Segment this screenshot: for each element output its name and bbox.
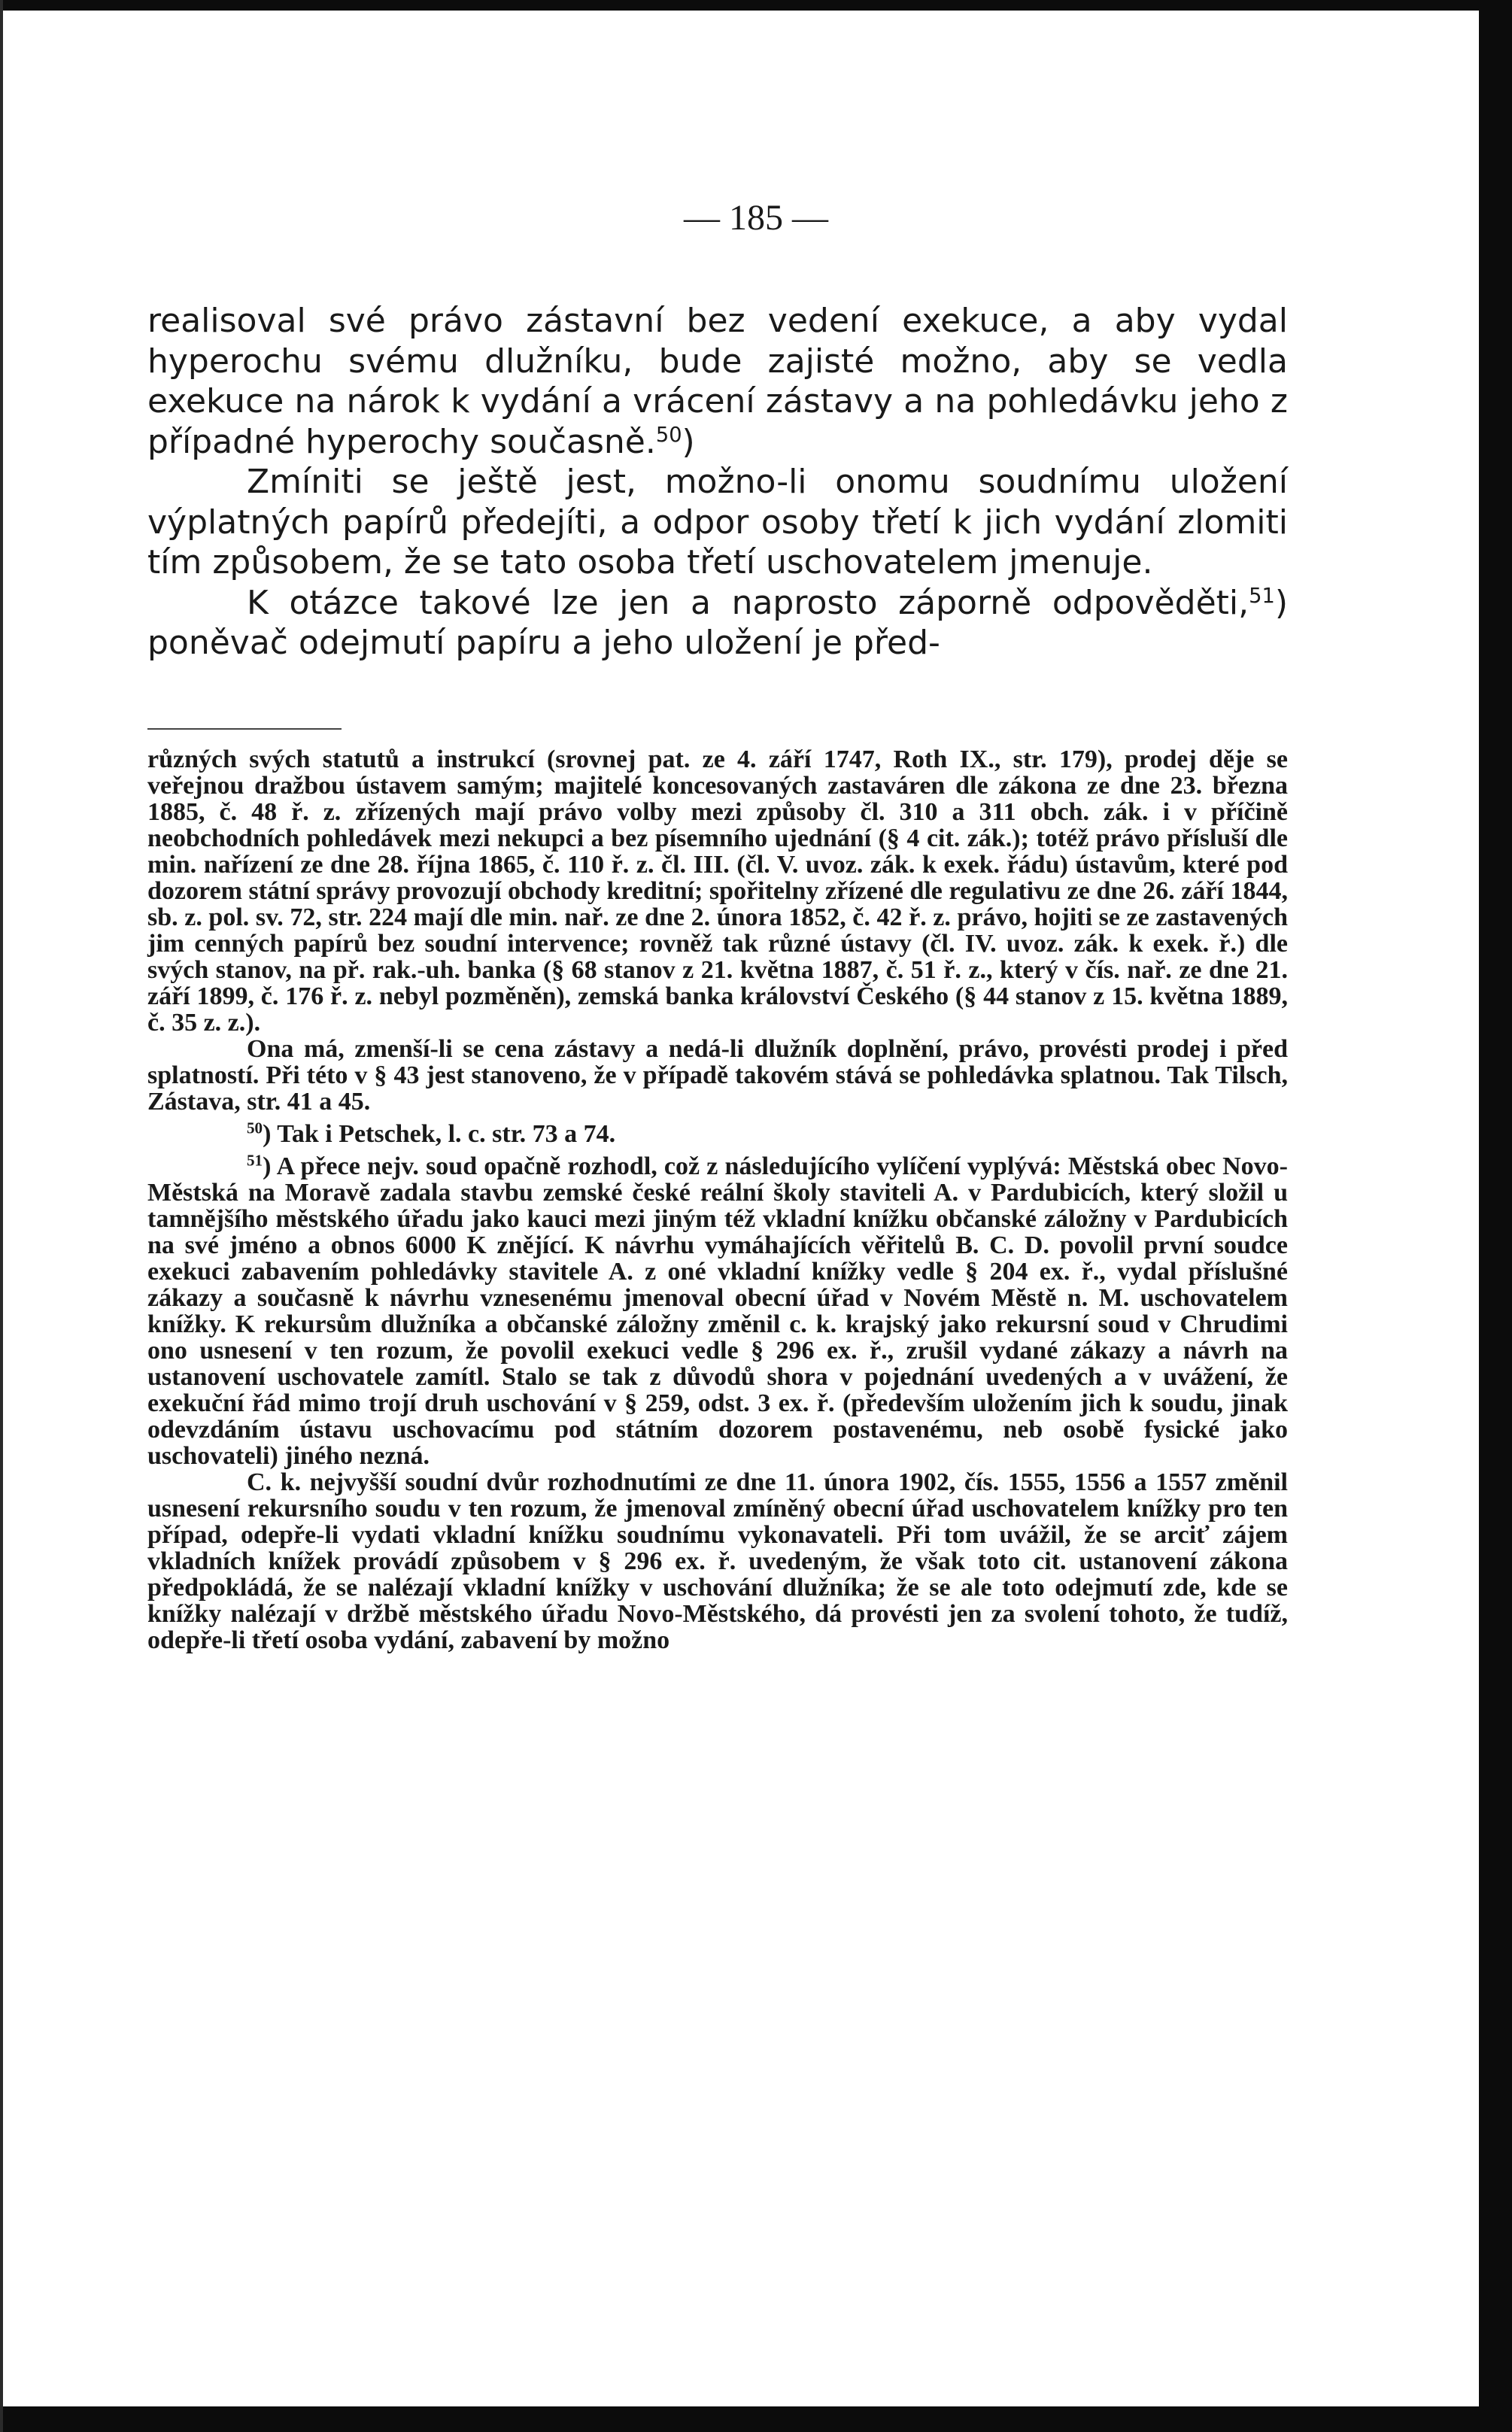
main-body-text xyxy=(147,301,1288,663)
body-paragraph-3 xyxy=(147,583,1288,663)
scan-border-right xyxy=(1479,0,1512,2432)
footnote-divider xyxy=(147,728,342,730)
footnote-ref-50: 50 xyxy=(655,423,682,447)
body-paragraph-3-start: K otázce takové lze jen a naprosto záporně odpověděti, xyxy=(247,583,1249,622)
footnotes-section xyxy=(147,746,1288,1653)
scan-border-top xyxy=(0,0,1512,11)
scan-border-bottom xyxy=(0,2406,1512,2432)
footnote-51 xyxy=(147,1153,1288,1469)
body-paragraph-1 xyxy=(147,301,1288,462)
footnote-51-para-2: C. k. nejvyšší soudní dvůr rozhodnutími ze dne 11. února 1902, čís. 1555, 1556 a 1557 změnil usnesení rekursního soudu v ten rozum, že jmenoval zmíněný obecní úřad uschovatelem knížky pro ten případ, odepře-li vydati vkladní knížku soudnímu vykonavateli. Při tom uvážil, že se arciť zájem vkladních knížek provádí způsobem v § 296 ex. ř. uvedeným, že však toto cit. ustanovení zákona předpokládá, že se nalézají vkladní knížky v uschování dlužníka; že se ale toto odejmutí zde, kde se knížky nalézají v držbě městského úřadu Novo-Městského, dá provésti jen za svolení tohoto, že tudíž, odepře-li třetí osoba vydání, zabavení by možno xyxy=(147,1468,1288,1654)
footnote-continuation-para-2: Ona má, zmenší-li se cena zástavy a nedá-li dlužník doplnění, právo, provésti prodej i před splatností. Při této v § 43 jest stanoveno, že v případě takovém stává se pohledávka splatnou. Tak Tilsch, Zástava, str. 41 a 45. xyxy=(147,1035,1288,1116)
body-paragraph-2: Zmíniti se ještě jest, možno-li onomu soudnímu uložení výplatných papírů předejíti, a odpor osoby třetí k jich vydání zlomiti tím způsobem, že se tato osoba třetí uschovatelem jmenuje. xyxy=(147,463,1288,581)
footnote-50-mark: 50 xyxy=(247,1119,263,1137)
body-paragraph-1-text: realisoval své právo zástavní bez vedení exekuce, a aby vydal hyperochu svému dlužníku, bude zajisté možno, aby se vedla exekuce na nárok k vydání a vrácení zástavy a na pohledávku jeho z případné hyperochy současně. xyxy=(147,302,1288,461)
body-paragraph-3-end: ) poněvač odejmutí papíru a jeho uložení je před- xyxy=(147,583,1288,662)
footnote-ref-51: 51 xyxy=(1249,584,1275,608)
footnote-continuation: různých svých statutů a instrukcí (srovnej pat. ze 4. září 1747, Roth IX., str. 179), prodej děje se veřejnou dražbou ústavem samým; majitelé koncesovaných zastaváren dle zákona ze dne 23. března 1885, č. 48 ř. z. zřízených mají právo volby mezi způsoby čl. 310 a 311 obch. zák. i v příčině neobchodních pohledávek mezi nekupci a bez písemního ujednání (§ 4 cit. zák.); totéž právo přísluší dle min. nařízení ze dne 28. října 1865, č. 110 ř. z. čl. III. (čl. V. uvoz. zák. k exek. řádu) ústavům, které pod dozorem státní správy provozují obchody kreditní; spořitelny zřízené dle regulativu ze dne 26. září 1844, sb. z. pol. sv. 72, str. 224 mají dle min. nař. ze dne 2. února 1852, č. 42 ř. z. právo, hojiti se ze zastavených jim cenných papírů bez soudní intervence; rovněž tak různé ústavy (čl. IV. uvoz. zák. k exek. ř.) dle svých stanov, na př. rak.-uh. banka (§ 68 stanov z 21. května 1887, č. 51 ř. z., který v čís. nař. ze dne 21. září 1899, č. 176 ř. z. nebyl pozměněn), zemská banka království Českého (§ 44 stanov z 15. května 1889, č. 35 z. z.). xyxy=(147,745,1288,1037)
page-number: — 185 — xyxy=(684,198,828,238)
body-paragraph-1-close: ) xyxy=(682,422,695,461)
footnote-50-text: ) Tak i Petschek, l. c. str. 73 a 74. xyxy=(263,1120,616,1148)
footnote-50 xyxy=(147,1121,1288,1147)
footnote-51-text: ) A přece nejv. soud opačně rozhodl, což z následujícího vylíčení vyplývá: Městská obec Novo-Městská na Moravě zadala stavbu zemské české reální školy staviteli A. v Pardubicích, který složil u tamnějšího městského úřadu jako kauci mezi jiným též vkladní knížku občanské záložny v Pardubicích na své jméno a obnos 6000 K znějící. K návrhu vymáhajících věřitelů B. C. D. povolil první soudce exekuci zabavením pohledávky stavitele A. z oné vkladní knížky vedle § 204 ex. ř., vydal příslušné zákazy a současně k návrhu vznesenému jmenoval obecní úřad v Novém Městě n. M. uschovatelem knížky. K rekursům dlužníka a občanské záložny změnil c. k. krajský jako rekursní soud v Chrudimi ono usnesení v ten rozum, že povolil exekuci vedle § 296 ex. ř., zrušil vydané zákazy a návrh na ustanovení uschovatele zamítl. Stalo se tak z důvodů shora v pojednání uvedených a v uvážení, že exekuční řád mimo trojí druh uschování v § 259, odst. 3 ex. ř. (především uložením jich k soudu, jinak odevzdáním ústavu uschovacímu pod státním dozorem postavenému, neb osobě fysické jako uschovateli) jiného nezná. xyxy=(147,1152,1288,1470)
scan-border-left xyxy=(0,0,3,2432)
footnote-51-mark: 51 xyxy=(247,1151,263,1170)
